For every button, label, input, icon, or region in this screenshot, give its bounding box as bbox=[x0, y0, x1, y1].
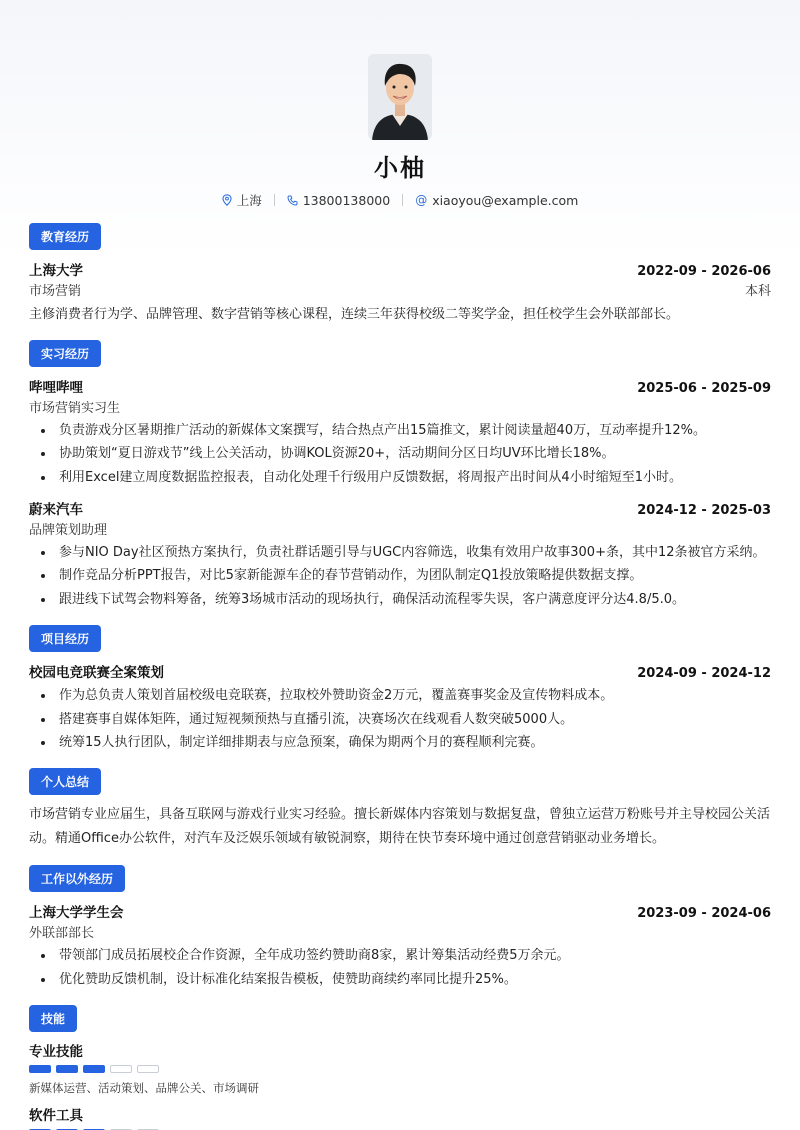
job-role: 品牌策划助理 bbox=[29, 522, 108, 538]
education-date: 2022-09 - 2026-06 bbox=[637, 264, 771, 279]
school-name: 上海大学 bbox=[29, 263, 83, 279]
degree: 本科 bbox=[744, 284, 771, 299]
contact-divider bbox=[402, 194, 403, 206]
email-text[interactable]: xiaoyou@example.com bbox=[432, 192, 579, 208]
bullet-item: • 参与NIO Day社区预热方案执行，负责社群话题引导与UGC内容筛选，收集有效用户故事300+条，其中12条被官方采纳。 bbox=[55, 541, 771, 564]
bullet-list bbox=[29, 419, 771, 489]
skill-description: 新媒体运营、活动策划、品牌公关、市场调研 bbox=[29, 1081, 259, 1096]
section-title-education: 教育经历 bbox=[29, 223, 101, 250]
organization-name: 上海大学学生会 bbox=[29, 905, 124, 922]
job-role: 市场营销实习生 bbox=[29, 400, 121, 416]
profile-photo bbox=[368, 54, 432, 140]
bullet-item: • 优化赞助反馈机制，设计标准化结案报告模板，使赞助商续约率同比提升25%。 bbox=[55, 968, 771, 991]
bullet-list bbox=[29, 684, 771, 754]
skill-level-empty bbox=[110, 1065, 132, 1073]
project-date: 2024-09 - 2024-12 bbox=[637, 666, 771, 682]
bullet-item: • 统筹15人执行团队，制定详细排期表与应急预案，确保为期两个月的赛程顺利完赛。 bbox=[55, 731, 771, 754]
section-title-project: 项目经历 bbox=[29, 625, 101, 652]
bullet-item: • 制作竞品分析PPT报告，对比5家新能源车企的春节营销动作，为团队制定Q1投放策略提供数据支撑。 bbox=[55, 564, 771, 587]
education-entry bbox=[29, 259, 771, 326]
bullet-item: • 跟进线下试驾会物料筹备，统筹3场城市活动的现场执行，确保活动流程零失误，客户满意度评分达4.8/5.0。 bbox=[55, 588, 771, 611]
major: 市场营销 bbox=[29, 284, 82, 299]
skill-level-empty bbox=[137, 1065, 159, 1073]
extra-entry bbox=[29, 901, 771, 991]
extra-role: 外联部部长 bbox=[29, 926, 95, 942]
skill-group bbox=[29, 1040, 771, 1096]
internship-entry bbox=[29, 498, 771, 611]
skill-level-filled bbox=[56, 1065, 78, 1073]
education-description: 主修消费者行为学、品牌管理、数字营销等核心课程，连续三年获得校级二等奖学金，担任校学生会外联部部长。 bbox=[29, 307, 680, 322]
extra-date: 2023-09 - 2024-06 bbox=[637, 906, 771, 922]
skill-level-filled bbox=[29, 1065, 51, 1073]
person-portrait-icon bbox=[368, 54, 432, 140]
contact-email bbox=[415, 193, 578, 208]
contact-location bbox=[222, 191, 262, 209]
project-name: 校园电竞联赛全案策划 bbox=[29, 665, 164, 682]
contact-divider bbox=[274, 194, 275, 206]
skill-name: 专业技能 bbox=[29, 1044, 83, 1061]
section-title-skills: 技能 bbox=[29, 1005, 77, 1032]
company-name: 哔哩哔哩 bbox=[29, 379, 83, 396]
phone-text: 13800138000 bbox=[302, 192, 391, 208]
internship-date: 2025-06 - 2025-09 bbox=[637, 380, 771, 396]
internship-date: 2024-12 - 2025-03 bbox=[637, 502, 771, 518]
location-text: 上海 bbox=[236, 193, 262, 208]
resume-content bbox=[0, 209, 800, 1130]
bullet-item: • 作为总负责人策划首届校级电竞联赛，拉取校外赞助资金2万元，覆盖赛事奖金及宣传物料成本。 bbox=[55, 684, 771, 707]
company-name: 蔚来汽车 bbox=[29, 501, 83, 518]
bullet-item: • 负责游戏分区暑期推广活动的新媒体文案撰写，结合热点产出15篇推文，累计阅读量超40万，互动率提升12%。 bbox=[55, 419, 771, 442]
section-title-summary: 个人总结 bbox=[29, 768, 101, 795]
location-pin-icon bbox=[222, 194, 232, 206]
at-sign-icon: @ bbox=[415, 193, 428, 207]
skill-level-filled bbox=[83, 1065, 105, 1073]
phone-icon bbox=[287, 195, 298, 206]
project-entry bbox=[29, 661, 771, 754]
contact-phone bbox=[287, 193, 390, 208]
section-title-internship: 实习经历 bbox=[29, 340, 101, 367]
bullet-item: • 带领部门成员拓展校企合作资源，全年成功签约赞助商8家，累计筹集活动经费5万余元。 bbox=[55, 944, 771, 967]
contact-bar bbox=[0, 191, 800, 209]
candidate-name: 小柚 bbox=[374, 154, 426, 182]
bullet-item: • 搭建赛事自媒体矩阵，通过短视频预热与直播引流，决赛场次在线观看人数突破5000人。 bbox=[55, 708, 771, 731]
bullet-list bbox=[29, 541, 771, 611]
summary-text: 市场营销专业应届生，具备互联网与游戏行业实习经验。擅长新媒体内容策划与数据复盘，曾独立运营万粉账号并主导校园公关活动。精通Office办公软件，对汽车及泛娱乐领域有敏锐洞察，期待在快节奏环境中通过创意营销驱动业务增长。 bbox=[29, 807, 771, 847]
section-title-extra: 工作以外经历 bbox=[29, 865, 125, 892]
skill-name: 软件工具 bbox=[29, 1108, 83, 1125]
skill-group bbox=[29, 1104, 771, 1130]
resume-header bbox=[0, 0, 800, 209]
skill-level-bars bbox=[29, 1065, 771, 1073]
bullet-item: • 利用Excel建立周度数据监控报表，自动化处理千行级用户反馈数据，将周报产出时间从4小时缩短至1小时。 bbox=[55, 466, 771, 489]
bullet-list bbox=[29, 944, 771, 991]
internship-entry bbox=[29, 376, 771, 489]
bullet-item: • 协助策划“夏日游戏节”线上公关活动，协调KOL资源20+，活动期间分区日均UV环比增长18%。 bbox=[55, 442, 771, 465]
